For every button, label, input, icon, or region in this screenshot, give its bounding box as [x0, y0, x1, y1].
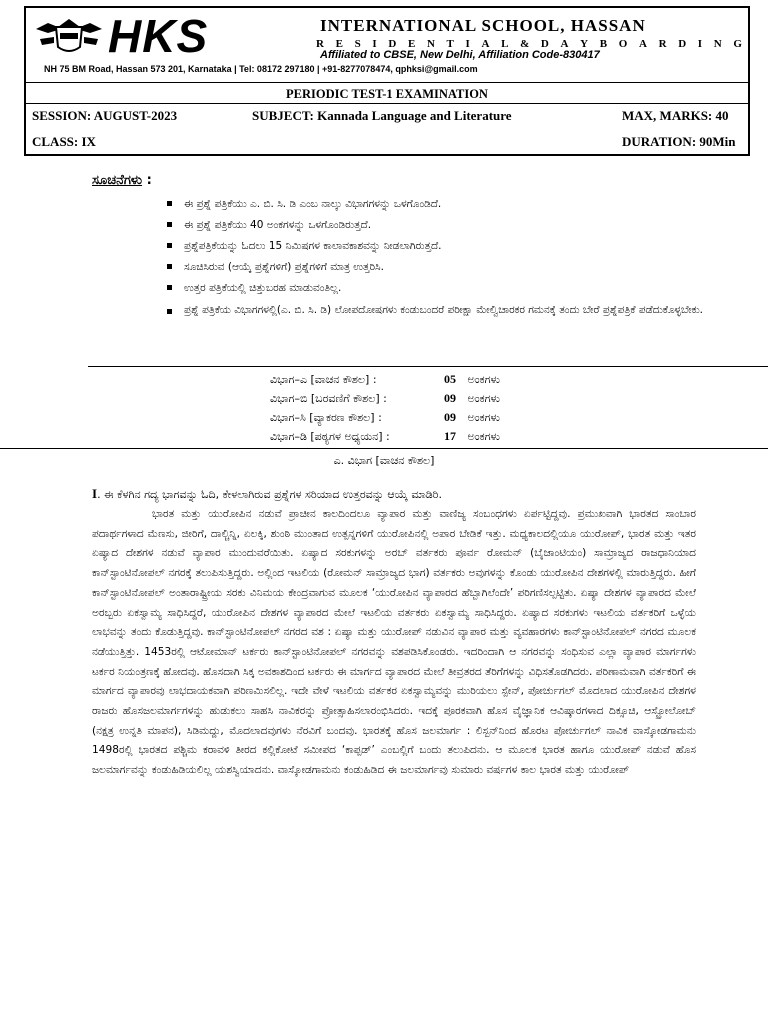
- section-marks: 09: [444, 391, 456, 405]
- instruction-item: ಪ್ರಶ್ನೆಪತ್ರಿಕೆಯನ್ನು ಓದಲು 15 ನಿಮಿಷಗಳ ಕಾಲಾವಕಾಶವನ್ನು ನೀಡಲಾಗಿರುತ್ತದೆ.: [164, 236, 724, 257]
- instruction-item: ಸೂಚಿಸಿರುವ (ಆಯ್ಕೆ ಪ್ರಶ್ನೆಗಳಿಗೆ) ಪ್ರಶ್ನೆಗಳಿಗೆ ಮಾತ್ರ ಉತ್ತರಿಸಿ.: [164, 257, 724, 278]
- question-1-prompt: [92, 486, 442, 502]
- section-name: ವಿಭಾಗ–ಡಿ [ಪಠ್ಯಗಳ ಅಧ್ಯಯನ] :: [270, 430, 390, 443]
- instructions-title: ಸೂಚನೆಗಳು :: [92, 173, 152, 188]
- section-name: ವಿಭಾಗ–ಬಿ [ಬರವಣಿಗೆ ಕೌಶಲ] :: [270, 392, 387, 405]
- duration-label: DURATION: 90Min: [622, 134, 736, 149]
- instruction-item: ಈ ಪ್ರಶ್ನೆ ಪತ್ರಿಕೆಯು ಎ. ಬಿ. ಸಿ. ಡಿ ಎಂಬ ನಾಲ್ಕು ವಿಭಾಗಗಳನ್ನು ಒಳಗೊಂಡಿದೆ.: [164, 194, 724, 215]
- section-row: [270, 389, 500, 408]
- school-header: [24, 6, 750, 156]
- instructions-list: [164, 194, 724, 318]
- max-marks-label: MAX, MARKS: 40: [622, 108, 729, 123]
- section-marks: 05: [444, 372, 456, 386]
- reading-passage: ಭಾರತ ಮತ್ತು ಯುರೋಪಿನ ನಡುವೆ ಪ್ರಾಚೀನ ಕಾಲದಿಂದಲೂ ವ್ಯಾಪಾರ ಮತ್ತು ವಾಣಿಜ್ಯ ಸಂಬಂಧಗಳು ಏರ್ಪಟ್ಟಿದ್ದವು. ಪ್ರಮುಖವಾಗಿ ಭಾರತದ ಸಾಂಬಾರ ಪದಾರ್ಥಗಳಾದ ಮೆಣಸು, ಜೀರಿಗೆ, ದಾಲ್ಚಿನ್ನಿ, ಏಲಕ್ಕಿ, ಶುಂಠಿ ಮುಂತಾದ ಉತ್ಪನ್ನಗಳಿಗೆ ಯುರೋಪಿನಲ್ಲಿ ಅಪಾರ ಬೇಡಿಕೆ ಇತ್ತು. ಮಧ್ಯಕಾಲದಲ್ಲಿಯೂ ಯುರೋಪ್, ಭಾರತ ಮತ್ತು ಇತರ ಏಷ್ಯಾದ ದೇಶಗಳ ನಡುವೆ ವ್ಯಾಪಾರ ಮುಂದುವರೆಯಿತು. ಏಷ್ಯಾದ ಸರಕುಗಳನ್ನು ಅರಬ್ ವರ್ತಕರು ಪೂರ್ವ ರೋಮನ್ (ಬೈಜಾಂಟಿಯಂ) ಸಾಮ್ರಾಜ್ಯದ ರಾಜಧಾನಿಯಾದ ಕಾನ್‌ಸ್ಟಾಂಟಿನೋಪಲ್ ನಗರಕ್ಕೆ ತಲುಪಿಸುತ್ತಿದ್ದರು. ಅಲ್ಲಿಂದ ಇಟಲಿಯ (ರೋಮನ್ ಸಾಮ್ರಾಜ್ಯದ ಭಾಗ) ವರ್ತಕರು ಅವುಗಳನ್ನು ಕೊಂಡು ಯುರೋಪಿನ ದೇಶಗಳಲ್ಲಿ ಮಾರುತ್ತಿದ್ದರು. ಹೀಗೆ ಕಾನ್‌ಸ್ಟಾಂಟಿನೋಪಲ್ ಅಂತಾರಾಷ್ಟ್ರೀಯ ಸರಕು ವಿನಿಮಯ ಕೇಂದ್ರವಾಗುವ ಮೂಲಕ ‘ಯುರೋಪಿನ ವ್ಯಾಪಾರದ ಹೆಬ್ಬಾಗಿಲೆಂದೇ’ ಪರಿಗಣಿಸಲ್ಪಟ್ಟಿತು. ಏಷ್ಯಾ ದೇಶಗಳ ವ್ಯಾಪಾರದ ಮೇಲೆ ಅರಬ್ಬರು ಏಕಸ್ವಾಮ್ಯ ಸಾಧಿಸಿದ್ದರೆ, ಯುರೋಪಿನ ದೇಶಗಳ ವ್ಯಾಪಾರದ ಮೇಲೆ ಇಟಲಿಯ ವರ್ತಕರು ಏಕಸ್ವಾಮ್ಯ ಸಾಧಿಸಿದ್ದರು. ಏಷ್ಯಾದ ಸರಕುಗಳು ಇಟಲಿಯ ವರ್ತಕರಿಗೆ ಒಳ್ಳೆಯ ಲಾಭವನ್ನು ತಂದು ಕೊಡುತ್ತಿದ್ದವು. ಕಾನ್‌ಸ್ಟಾಂಟಿನೋಪಲ್ ನಗರದ ವಶ : ಏಷ್ಯಾ ಮತ್ತು ಯುರೋಪ್ ನಡುವಿನ ವ್ಯಾಪಾರ ಮತ್ತು ವ್ಯವಹಾರಗಳು ಕಾನ್‌ಸ್ಟಾಂಟಿನೋಪಲ್ ನಗರದ ಮೂಲಕ ನಡೆಯುತ್ತಿತ್ತು. 1453ರಲ್ಲಿ ಆಟೋಮಾನ್ ಟರ್ಕರು ಕಾನ್‌ಸ್ಟಾಂಟಿನೋಪಲ್ ನಗರವನ್ನು ವಶಪಡಿಸಿಕೊಂಡರು. ಇದರಿಂದಾಗಿ ಆ ನಗರವನ್ನು ಸಂಧಿಸುವ ಎಲ್ಲಾ ವ್ಯಾಪಾರ ಮಾರ್ಗಗಳು ಟರ್ಕರ ನಿಯಂತ್ರಣಕ್ಕೆ ಹೋದವು. ಹೊಸದಾಗಿ ಸಿಕ್ಕ ಅವಕಾಶದಿಂದ ಟರ್ಕರು ಈ ಮಾರ್ಗದ ವ್ಯಾಪಾರದ ಮೇಲೆ ತೀವ್ರತರದ ತೆರಿಗೆಗಳನ್ನು ವಿಧಿಸತೊಡಗಿದರು. ಪರಿಣಾಮವಾಗಿ ವರ್ತಕರಿಗೆ ಈ ಮಾರ್ಗದ ವ್ಯಾಪಾರವು ಲಾಭದಾಯಕವಾಗಿ ಪರಿಣಮಿಸಲಿಲ್ಲ. ಇದೇ ವೇಳೆ ಇಟಲಿಯ ವರ್ತಕರ ಏಕಸ್ವಾಮ್ಯವನ್ನು ಮುರಿಯಲು ಸ್ಪೇನ್, ಪೋರ್ಚುಗಲ್ ಮೊದಲಾದ ಯುರೋಪಿನ ದೇಶಗಳ ರಾಜರು ಹೊಸಜಲಮಾರ್ಗಗಳನ್ನು ಹುಡುಕಲು ಸಾಹಸಿ ನಾವಿಕರನ್ನು ಪ್ರೋತ್ಸಾಹಿಸಲಾರಂಭಿಸಿದರು. ಇದಕ್ಕೆ ಪೂರಕವಾಗಿ ಹೊಸ ವೈಜ್ಞಾನಿಕ ಆವಿಷ್ಕಾರಗಳಾದ ದಿಕ್ಸೂಚಿ, ಆಸ್ಟ್ರೋಲೋಬ್ (ನಕ್ಷತ್ರ ಉನ್ನತಿ ಮಾಪನ), ಸಿಡಿಮದ್ದು, ಮೊದಲಾದವುಗಳು ನೆರವಿಗೆ ಬಂದವು. ಭಾರತಕ್ಕೆ ಹೊಸ ಜಲಮಾರ್ಗ : ಲಿಸ್ಬನ್‌ನಿಂದ ಹೊರಟ ಪೋರ್ಚುಗಲ್ ನಾವಿಕ ವಾಸ್ಕೋಡಗಾಮನು 1498ರಲ್ಲಿ ಭಾರತದ ಪಶ್ಚಿಮ ಕರಾವಳಿ ತೀರದ ಕಲ್ಲಿಕೋಟೆ ಸಮೀಪದ ‘ಕಾಪ್ಪಡ್’ ಎಂಬಲ್ಲಿಗೆ ಬಂದು ತಲುಪಿದನು. ಆ ಮೂಲಕ ಭಾರತ ಹಾಗೂ ಯುರೋಪ್ ನಡುವೆ ಹೊಸ ಜಲಮಾರ್ಗವನ್ನು ಕಂಡುಹಿಡಿಯಲಿಲ್ಲ ಯಶಸ್ವಿಯಾದನು. ವಾಸ್ಕೋಡಗಾಮನು ಕಂಡುಹಿಡಿದ ಈ ಜಲಮಾರ್ಗವು ಸುಮಾರು ವರ್ಷಗಳ ಕಾಲ ಭಾರತ ಮತ್ತು ಯುರೋಪ್: [92, 508, 696, 777]
- section-marks-table: [270, 370, 500, 446]
- header-divider: [26, 103, 748, 104]
- header-divider: [26, 82, 748, 83]
- session-label: SESSION: AUGUST-2023: [32, 108, 178, 123]
- question-number: I: [92, 486, 98, 501]
- section-row: [270, 370, 500, 389]
- instruction-item: ಈ ಪ್ರಶ್ನೆ ಪತ್ರಿಕೆಯು 40 ಅಂಕಗಳನ್ನು ಒಳಗೊಂಡಿರುತ್ತದೆ.: [164, 215, 724, 236]
- section-row: [270, 408, 500, 427]
- school-crest-logo: [34, 13, 104, 57]
- section-row: [270, 427, 500, 446]
- section-name: ವಿಭಾಗ–ಸಿ [ವ್ಯಾಕರಣ ಕೌಶಲ] :: [270, 411, 382, 424]
- section-unit: ಅಂಕಗಳು: [467, 373, 500, 386]
- question-text: . ಈ ಕೆಳಗಿನ ಗದ್ಯ ಭಾಗವನ್ನು ಓದಿ, ಕೇಳಲಾಗಿರುವ ಪ್ರಶ್ನೆಗಳ ಸರಿಯಾದ ಉತ್ತರವನ್ನು ಆಯ್ಕೆ ಮಾಡಿರಿ.: [97, 488, 442, 501]
- school-tagline: R E S I D E N T I A L & D A Y B O A R D I N G: [316, 38, 742, 50]
- subject-label: SUBJECT: Kannada Language and Literature: [252, 108, 512, 123]
- section-unit: ಅಂಕಗಳು: [467, 411, 500, 424]
- section-marks: 09: [444, 410, 456, 424]
- instruction-item: ಉತ್ತರ ಪತ್ರಿಕೆಯಲ್ಲಿ ಚಿತ್ತುಬರಹ ಮಾಡುವಂತಿಲ್ಲ.: [164, 278, 724, 299]
- school-name: INTERNATIONAL SCHOOL, HASSAN: [320, 16, 646, 35]
- section-divider: [88, 366, 768, 367]
- section-marks: 17: [444, 429, 456, 443]
- school-address: NH 75 BM Road, Hassan 573 201, Karnataka | Tel: 08172 297180 | +91-8277078474, qphksi@gmail.com: [44, 64, 478, 74]
- section-divider: [0, 448, 768, 449]
- instruction-item: ಪ್ರಶ್ನೆ ಪತ್ರಿಕೆಯ ವಿಭಾಗಗಳಲ್ಲಿ(ಎ. ಬಿ. ಸಿ. ಡಿ) ಲೋಪದೋಷಗಳು ಕಂಡುಬಂದರೆ ಪರೀಕ್ಷಾ ಮೇಲ್ವಿಚಾರಕರ ಗಮನಕ್ಕೆ ತಂದು ಬೇರೆ ಪ್ರಶ್ನೆಪತ್ರಿಕೆ ಪಡೆದುಕೊಳ್ಳಬೇಕು.: [164, 302, 724, 318]
- class-label: CLASS: IX: [32, 134, 96, 149]
- section-unit: ಅಂಕಗಳು: [467, 430, 500, 443]
- exam-title: PERIODIC TEST-1 EXAMINATION: [286, 87, 488, 101]
- section-name: ವಿಭಾಗ–ಎ [ವಾಚನ ಕೌಶಲ] :: [270, 373, 377, 386]
- part-a-heading: ಎ. ವಿಭಾಗ [ವಾಚನ ಕೌಶಲ]: [333, 454, 435, 467]
- section-unit: ಅಂಕಗಳು: [467, 392, 500, 405]
- school-logo-text: HKS: [108, 10, 209, 62]
- affiliation-text: Affiliated to CBSE, New Delhi, Affiliation Code-830417: [320, 49, 600, 61]
